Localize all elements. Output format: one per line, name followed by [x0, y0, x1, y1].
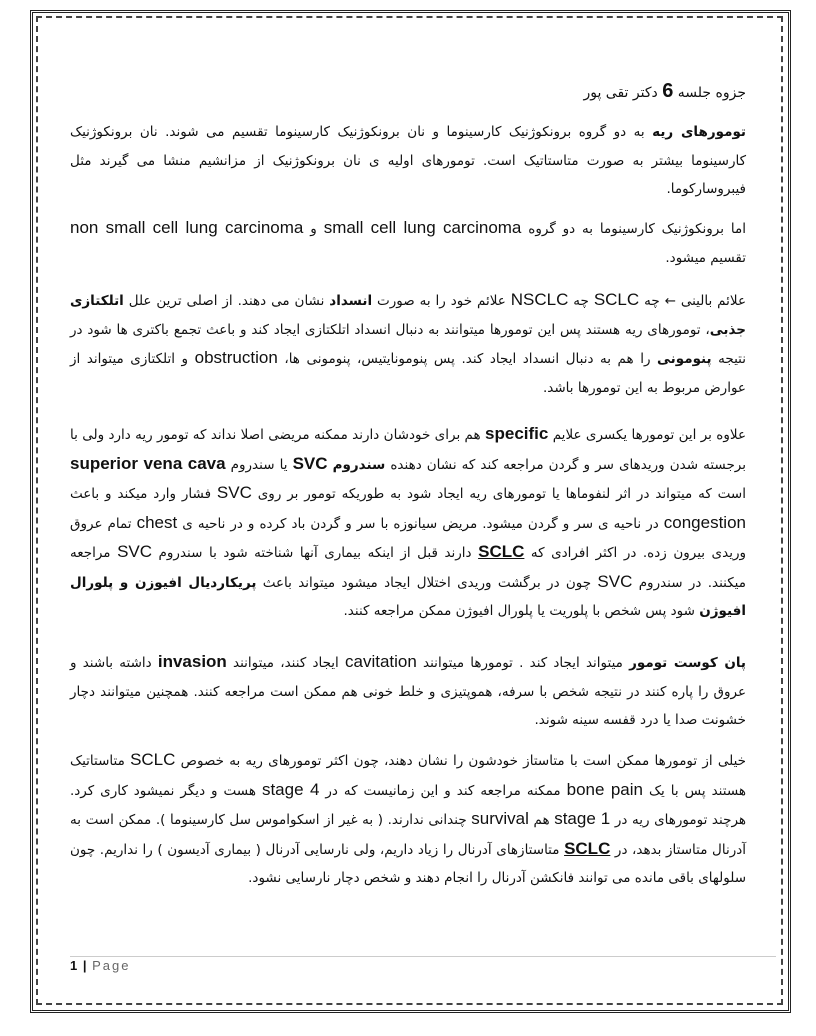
text-run: مراجعه میکنند. در سندروم [70, 545, 746, 591]
bold-term: اتلکتازی جذبی [70, 293, 746, 338]
text-run: چه [568, 293, 594, 309]
footer-divider [70, 956, 776, 957]
text-run: را هم به دنبال انسداد ایجاد کند. پس پنومونایتیس، پنومونی ها، [277, 351, 658, 367]
text-run: است که میتواند در اثر لنفوماها یا تومورهای ریه ایجاد شود به طوریکه تومور بر روی [251, 486, 746, 502]
bold-term: پریکاردیال افیوزن و پلورال افیوژن [70, 574, 746, 619]
bold-term: سندروم [332, 456, 386, 473]
title-prefix: جزوه جلسه [677, 85, 746, 101]
english-term: bone pain [566, 779, 643, 799]
paragraph-classification [70, 214, 746, 272]
english-term: superior vena cava [70, 453, 226, 473]
text-run: علاوه بر این تومورها یکسری علایم [548, 427, 746, 443]
english-term: SCLC [564, 838, 611, 858]
paragraph-metastasis [70, 746, 746, 893]
bold-term: تومورهای ریه [652, 124, 746, 140]
paragraph-clinical-signs [70, 286, 746, 402]
title-session-number: 6 [662, 80, 674, 102]
english-term: obstruction [194, 348, 278, 367]
text-run: به دو گروه برونکوژنیک کارسینوما و نان برونکوژنیک کارسینوما تقسیم می شوند. نان برونکوژنیک کارسینوما بیشتر به صورت متاستاتیک است. تومورهای اولیه ی نان برونکوژنیک از مزانشیم منشا می گیرند مثل فیبروسارکوما. [70, 124, 746, 197]
english-term: specific [485, 424, 549, 443]
text-run: دارند قبل از اینکه بیماری آنها شناخته شود با سندروم [152, 545, 479, 561]
page-number-value: 1 [70, 958, 78, 973]
text-run: ایجاد کنند، میتوانند [226, 655, 345, 671]
text-run: و [303, 221, 324, 237]
english-term: SVC [216, 483, 252, 502]
text-run: و اتلکتازی میتواند از عوارض مربوط به این تومورها باشد. [70, 351, 746, 396]
text-run: اما برونکوژنیک کارسینوما به دو گروه [521, 221, 746, 237]
text-run: فشار وارد میکند و باعث [70, 486, 217, 502]
page-label: Page [92, 958, 131, 973]
paragraph-lung-tumors [70, 118, 746, 204]
title-suffix: دکتر تقی پور [583, 85, 658, 101]
text-run: علائم بالینی ← چه [639, 293, 746, 309]
page-number [70, 958, 131, 973]
english-term: SVC [117, 542, 153, 561]
english-term: stage 1 [554, 809, 611, 828]
english-term: SVC [597, 571, 633, 591]
english-term: invasion [157, 652, 227, 671]
text-run: یا سندروم [225, 456, 293, 473]
text-run: خیلی از تومورها ممکن است با متاستاز خودشون را نشان دهند، چون اکثر تومورهای ریه به خصوص [175, 753, 747, 769]
text-run: ممکنه مراجعه کند و این زمانیست که در [319, 782, 567, 799]
text-run: ، تومورهای ریه هستند پس این تومورها میتوانند به دنبال انسداد اتلکتازی ایجاد کند و باعث تجمع باکتری ها شود در نتیجه [70, 321, 747, 367]
text-run: شود پس شخص با پلوریت یا پلورال افیوژن ممکن مراجعه کنند. [343, 603, 700, 619]
text-run: هم [528, 812, 555, 828]
text-run: در ناحیه ی سر و گردن میشود. مریض سیانوزه با سر و گردن باد کرده و در ناحیه ی [177, 515, 664, 532]
english-term: SCLC [478, 542, 525, 561]
english-term: congestion [663, 512, 746, 532]
english-term: survival [471, 809, 529, 828]
bold-term: پان کوست تومور [629, 655, 746, 671]
text-run: میتواند ایجاد کند . تومورها میتوانند [416, 655, 630, 671]
english-term: SVC [292, 453, 328, 473]
document-title [583, 80, 746, 103]
text-run: متاستاتیک هستند پس با یک [70, 753, 746, 799]
text-run: تقسیم میشود. [665, 249, 746, 266]
text-run: هست و دیگر نمیشود کاری کرد. هرچند تومورهای ریه در [70, 782, 747, 828]
english-term: SCLC [593, 290, 640, 309]
paragraph-pancoast [70, 648, 746, 735]
english-term: non small cell lung carcinoma [70, 218, 304, 237]
text-run: چندانی ندارند. ( به غیر از اسکواموس سل کارسینوما ). ممکن است به آدرنال متاستاز بدهد، در [70, 812, 746, 858]
english-term: small cell lung carcinoma [323, 218, 522, 237]
paragraph-svc-syndrome [70, 420, 746, 626]
english-term: stage 4 [261, 779, 320, 799]
text-run: علائم خود را به صورت [372, 293, 511, 309]
english-term: chest [136, 512, 178, 532]
english-term: SCLC [130, 750, 176, 769]
english-term: NSCLC [510, 290, 569, 309]
page-number-separator: | [82, 958, 87, 973]
english-term: cavitation [345, 652, 417, 671]
text-run: چون در برگشت وریدی اختلال ایجاد میشود میتواند باعث [256, 574, 598, 591]
bold-term: پنومونی [657, 351, 712, 367]
text-run: داشته باشند و عروق را پاره کنند در نتیجه شخص با سرفه، هموپتیزی و خلط خونی هم ممکن است مراجعه کنند. همچنین میتوانند دچار خشونت صدا یا درد قفسه سینه شوند. [70, 655, 746, 728]
bold-term: انسداد [329, 293, 373, 309]
text-run: متاستازهای آدرنال را زیاد داریم، ولی نارسایی آدرنال ( بیماری آدیسون ) را نداریم. چون سلولهای باقی مانده می توانند فانکشن آدرنال را انجام دهند و شخص دچار نارسایی نشود. [70, 841, 746, 886]
text-run: نشان می دهند. از اصلی ترین علل [123, 293, 330, 309]
text-run: هم برای خودشان دارند ممکنه مریضی اصلا نداند که تومور ریه دارد ولی با برجسته شدن وریدهای سر و گردن مراجعه کند که نشان دهنده [70, 427, 747, 473]
text-run: تمام عروق وریدی بیرون زده. در اکثر افرادی که [70, 515, 746, 561]
